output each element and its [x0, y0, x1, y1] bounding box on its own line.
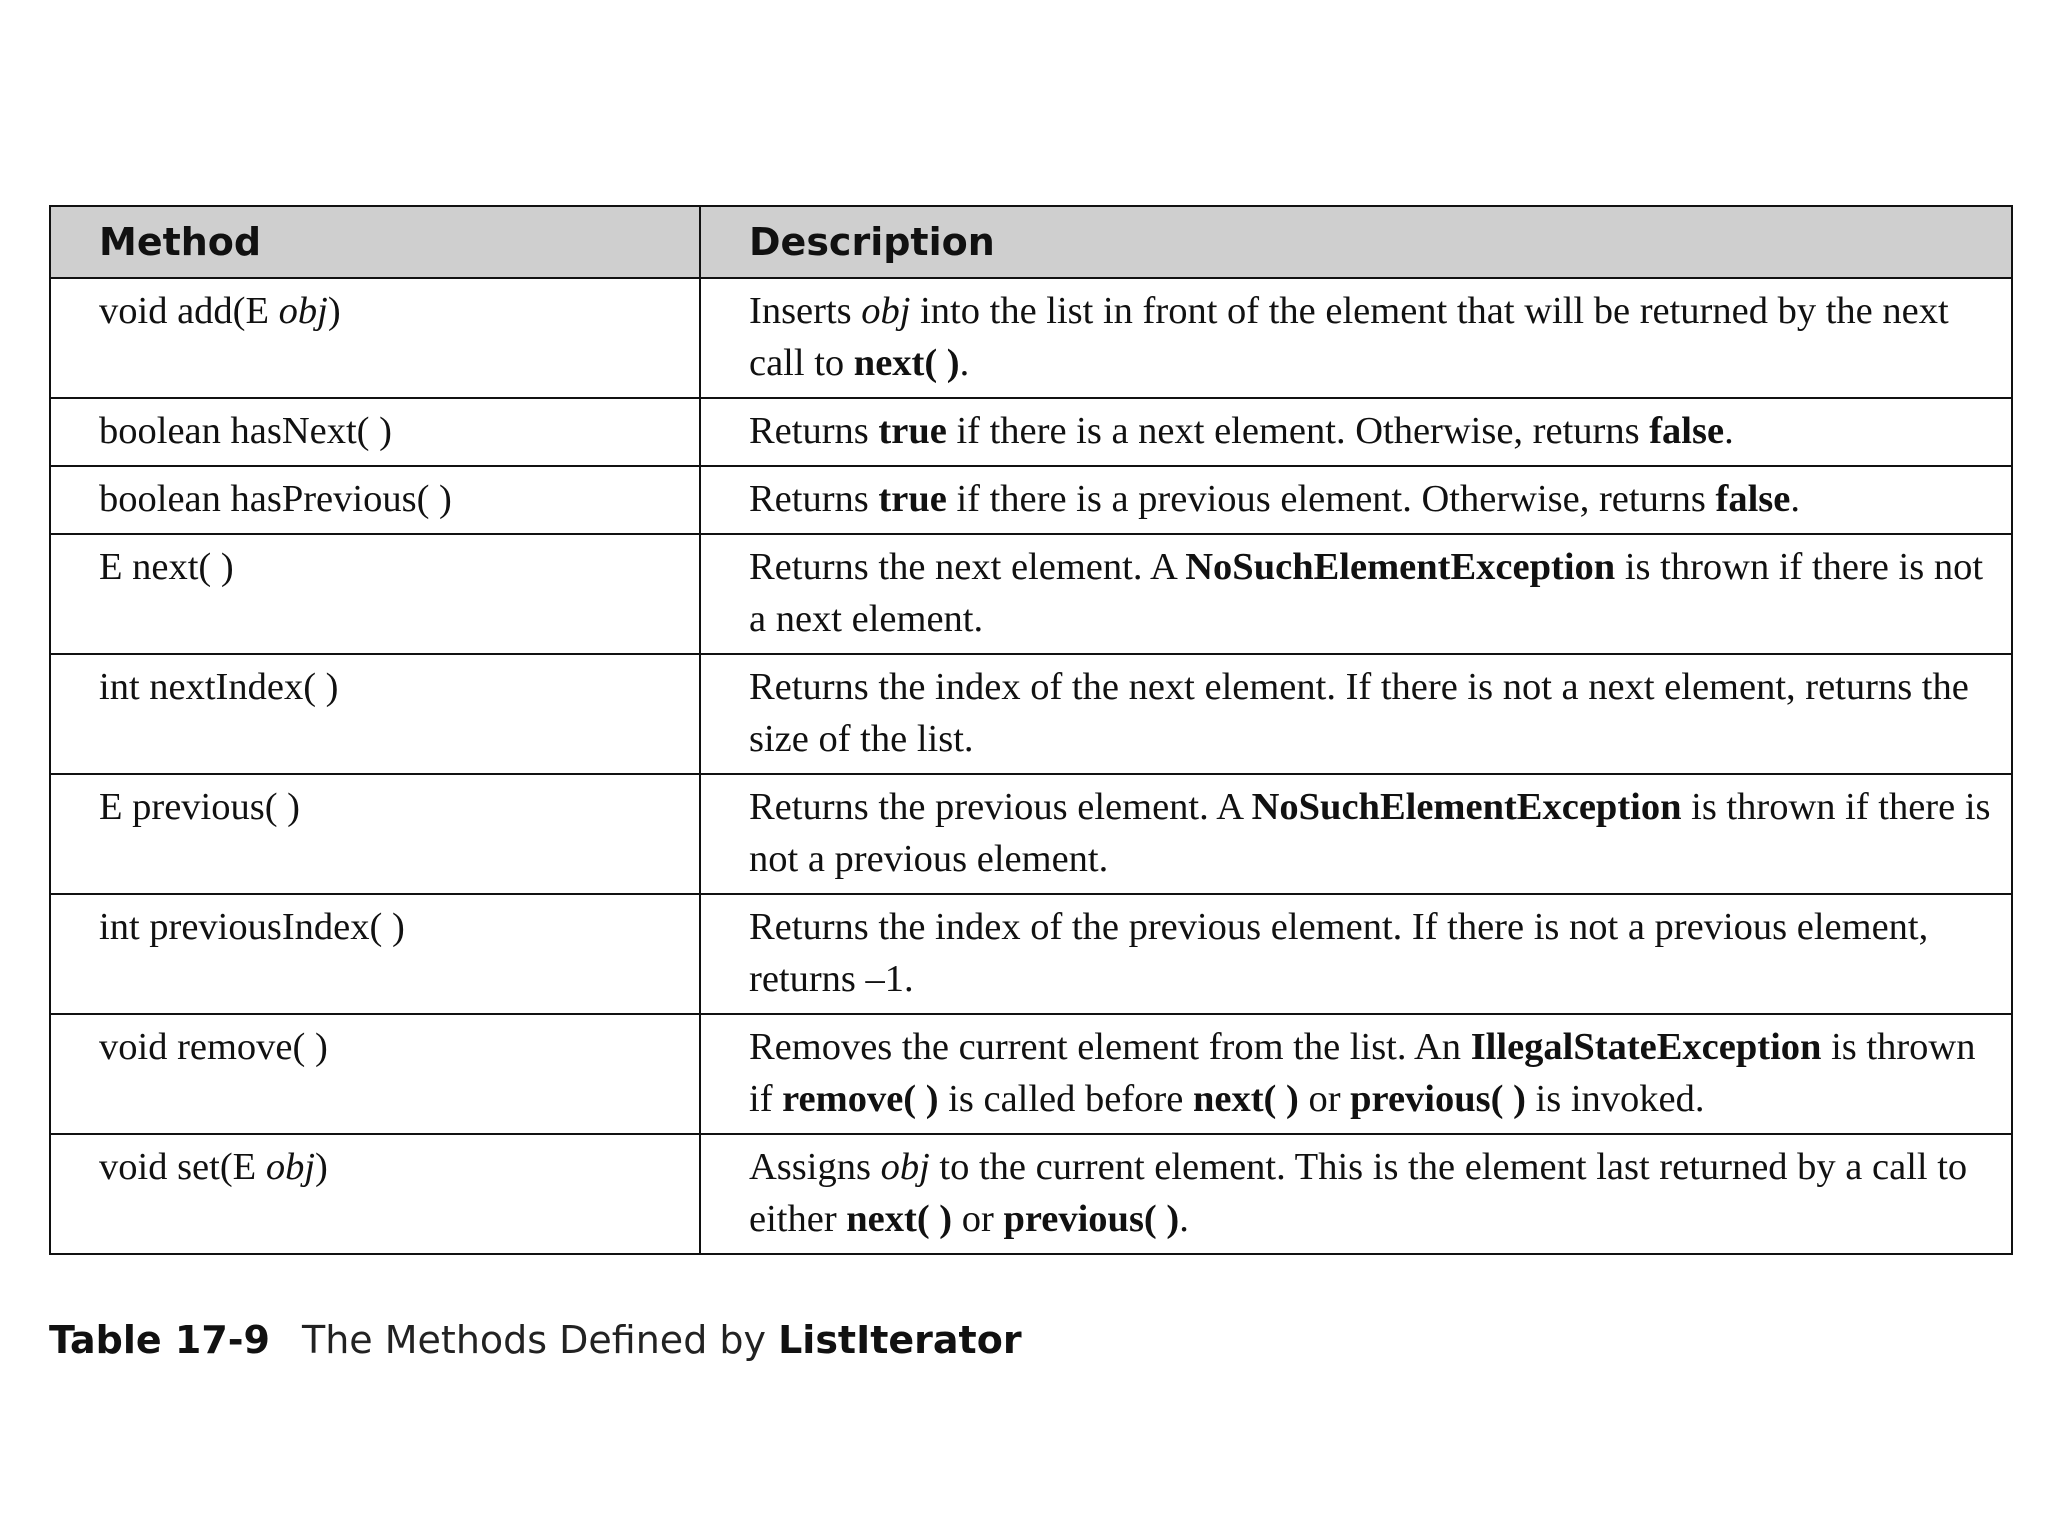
- method-cell: [50, 466, 700, 534]
- table-caption: [49, 1318, 1022, 1362]
- column-header-description: Description: [700, 206, 2012, 278]
- text-segment: Returns: [749, 478, 879, 520]
- text-segment: is thrown if there is not a previous element.: [749, 786, 1991, 880]
- text-segment: next( ): [1192, 1078, 1299, 1120]
- text-segment: boolean hasNext( ): [99, 410, 392, 452]
- method-cell: [50, 1014, 700, 1134]
- text-segment: E previous( ): [99, 786, 300, 828]
- text-segment: if there is a next element. Otherwise, returns: [946, 410, 1650, 452]
- method-cell: [50, 278, 700, 398]
- description-cell: [700, 894, 2012, 1014]
- text-segment: false: [1715, 478, 1791, 520]
- description-cell: [700, 774, 2012, 894]
- table-body: [50, 278, 2012, 1254]
- text-segment: true: [878, 478, 947, 520]
- caption-text: The Methods Defined by: [302, 1318, 779, 1362]
- text-segment: int previousIndex( ): [99, 906, 405, 948]
- method-cell: [50, 894, 700, 1014]
- table-header-row: [50, 206, 2012, 278]
- caption-class-name: ListIterator: [778, 1318, 1022, 1362]
- text-segment: Returns the previous element. A: [749, 786, 1252, 828]
- text-segment: previous( ): [1003, 1198, 1180, 1240]
- table-row: [50, 1014, 2012, 1134]
- description-cell: [700, 398, 2012, 466]
- text-segment: .: [1179, 1198, 1189, 1240]
- text-segment: remove( ): [782, 1078, 939, 1120]
- text-segment: obj: [861, 290, 911, 332]
- text-segment: ): [315, 1146, 328, 1188]
- text-segment: void add(E: [99, 290, 279, 332]
- method-cell: [50, 398, 700, 466]
- text-segment: into the list in front of the element that will be returned by the next call to: [749, 290, 1949, 384]
- table-row: [50, 654, 2012, 774]
- text-segment: .: [959, 342, 970, 384]
- method-cell: [50, 534, 700, 654]
- text-segment: int nextIndex( ): [99, 666, 339, 708]
- text-segment: if there is a previous element. Otherwise, returns: [946, 478, 1716, 520]
- text-segment: next( ): [853, 342, 960, 384]
- caption-label: Table 17-9: [49, 1318, 270, 1362]
- text-segment: Inserts: [749, 290, 862, 332]
- method-cell: [50, 1134, 700, 1254]
- text-segment: true: [878, 410, 947, 452]
- method-cell: [50, 654, 700, 774]
- text-segment: obj: [265, 1146, 316, 1188]
- text-segment: boolean hasPrevious( ): [99, 478, 452, 520]
- text-segment: ): [327, 290, 341, 332]
- text-segment: is invoked.: [1525, 1078, 1705, 1120]
- text-segment: previous( ): [1350, 1078, 1526, 1120]
- table-row: [50, 466, 2012, 534]
- table-row: [50, 774, 2012, 894]
- description-cell: [700, 534, 2012, 654]
- table-row: [50, 278, 2012, 398]
- text-segment: .: [1790, 478, 1800, 520]
- table-row: [50, 1134, 2012, 1254]
- text-segment: false: [1649, 410, 1725, 452]
- text-segment: or: [1298, 1078, 1351, 1120]
- table-row: [50, 398, 2012, 466]
- table-row: [50, 894, 2012, 1014]
- text-segment: Returns: [749, 410, 879, 452]
- column-header-method: Method: [50, 206, 700, 278]
- description-cell: [700, 1134, 2012, 1254]
- text-segment: NoSuchElementException: [1185, 546, 1616, 588]
- text-segment: Returns the index of the next element. If there is not a next element, returns the size of the list.: [749, 666, 1969, 760]
- text-segment: obj: [278, 290, 328, 332]
- text-segment: or: [952, 1198, 1004, 1240]
- description-cell: [700, 1014, 2012, 1134]
- description-cell: [700, 654, 2012, 774]
- text-segment: next( ): [846, 1198, 953, 1240]
- table-row: [50, 534, 2012, 654]
- text-segment: is thrown if there is not a next element.: [749, 546, 1984, 640]
- text-segment: NoSuchElementException: [1251, 786, 1682, 828]
- text-segment: IllegalStateException: [1470, 1026, 1822, 1068]
- text-segment: Assigns: [749, 1146, 881, 1188]
- description-cell: [700, 278, 2012, 398]
- text-segment: void set(E: [99, 1146, 266, 1188]
- text-segment: .: [1724, 410, 1734, 452]
- text-segment: is called before: [938, 1078, 1193, 1120]
- text-segment: Returns the index of the previous element. If there is not a previous element, returns –1.: [749, 906, 1929, 1000]
- text-segment: Returns the next element. A: [749, 546, 1186, 588]
- methods-table: [49, 205, 2013, 1255]
- text-segment: obj: [880, 1146, 930, 1188]
- description-cell: [700, 466, 2012, 534]
- text-segment: to the current element. This is the element last returned by a call to either: [749, 1146, 1968, 1240]
- text-segment: E next( ): [99, 546, 234, 588]
- text-segment: void remove( ): [99, 1026, 328, 1068]
- text-segment: Removes the current element from the list. An: [749, 1026, 1471, 1068]
- method-cell: [50, 774, 700, 894]
- text-segment: is thrown if: [749, 1026, 1976, 1120]
